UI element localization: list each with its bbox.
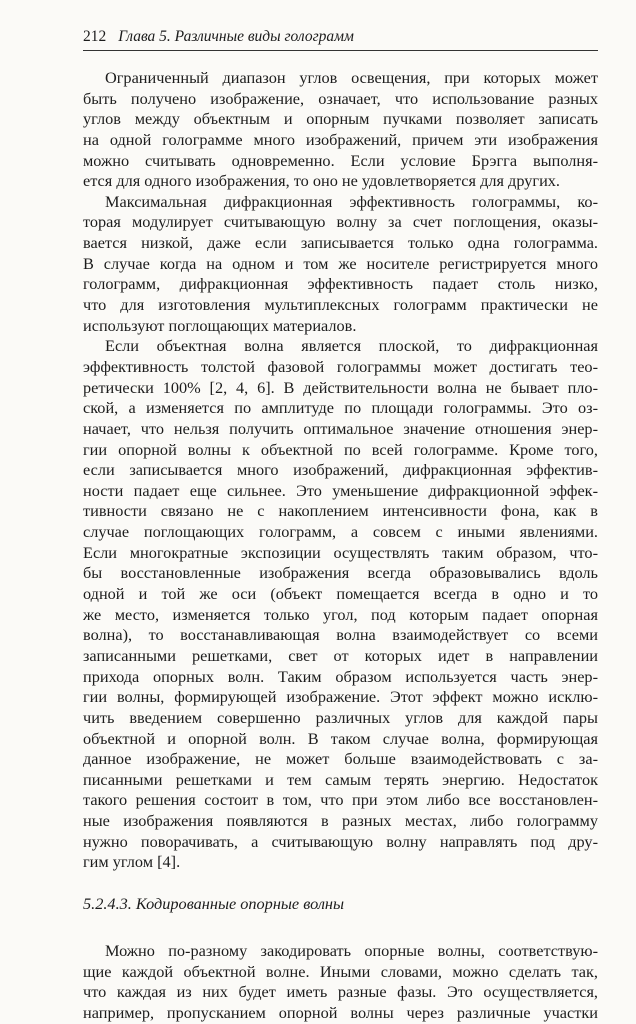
text-line: если записывается много изображений, дифракционная эффектив- xyxy=(83,460,598,480)
paragraph-1 xyxy=(83,68,598,192)
text-line: данное изображение, не может больше взаимодействовать с за- xyxy=(83,749,598,769)
text-line: щие каждой объектной волне. Иными словами, можно сделать так, xyxy=(83,961,598,981)
text-line: же место, изменяется только угол, под которым падает опорная xyxy=(83,604,598,624)
paragraph-4 xyxy=(83,941,598,1024)
text-line: углов между объектным и опорным пучками позволяет записать xyxy=(83,109,598,129)
running-title: Глава 5. Различные виды голограмм xyxy=(118,28,354,45)
text-line: Ограниченный диапазон углов освещения, при которых может xyxy=(105,68,598,87)
text-line: тивности связано не с накоплением интенсивности фона, как в xyxy=(83,501,598,521)
text-line: нужно поворачивать, а считывающую волну направлять под дру- xyxy=(83,831,598,851)
text-line: ные изображения появляются в разных местах, либо голограмму xyxy=(83,811,598,831)
text-line: ется для одного изображения, то оно не удовлетворяется для других. xyxy=(83,171,560,191)
text-line: что для изготовления мультиплексных голограмм практически не xyxy=(83,295,598,315)
text-line: на одной голограмме много изображений, причем эти изображения xyxy=(83,129,598,149)
book-page xyxy=(83,28,598,1024)
text-line: например, пропусканием опорной волны через различные участки xyxy=(83,1002,598,1022)
text-line: случае поглощающих голограмм, а совсем с иными явлениями. xyxy=(83,522,598,542)
text-line: одной и той же оси (объект помещается всегда в одно и то xyxy=(83,584,598,604)
header-rule xyxy=(83,50,598,51)
text-line: Если объектная волна является плоской, то дифракционная xyxy=(105,336,598,356)
text-line: быть получено изображение, означает, что использование разных xyxy=(83,88,598,108)
text-line: торая модулирует считывающую волну за счет поглощения, оказы- xyxy=(83,212,598,232)
text-line: можно считывать одновременно. Если условие Брэгга выполня- xyxy=(83,150,598,170)
text-line: вается низкой, даже если записывается только одна голограмма. xyxy=(83,233,598,253)
text-line: Можно по-разному закодировать опорные волны, соответствую- xyxy=(105,940,598,960)
body-text xyxy=(83,68,598,1024)
text-line: прихода опорных волн. Таким образом используется часть энер- xyxy=(83,666,598,686)
text-line: чить введением совершенно различных углов для каждой пары xyxy=(83,707,598,727)
text-line: волна), то восстанавливающая волна взаимодействует со всеми xyxy=(83,625,598,645)
text-line: такого решения состоит в том, что при этом либо все восстановлен- xyxy=(83,790,598,810)
text-line: ности падает еще сильнее. Это уменьшение дифракционной эффек- xyxy=(83,480,598,500)
running-header xyxy=(83,28,598,54)
page-number: 212 xyxy=(83,28,107,45)
text-line: записанными решетками, свет от которых идет в направлении xyxy=(83,645,598,665)
paragraph-3 xyxy=(83,336,598,873)
text-line: что каждая из них будет иметь разные фазы. Это осуществляется, xyxy=(83,982,598,1002)
text-line: начает, что нельзя получить оптимальное значение отношения энер- xyxy=(83,418,598,438)
text-line: используют поглощающих материалов. xyxy=(83,315,357,335)
text-line: голограмм, дифракционная эффективность падает столь низко, xyxy=(83,274,598,294)
text-line: бы восстановленные изображения всегда образовывались вдоль xyxy=(83,563,598,583)
section-heading: 5.2.4.3. Кодированные опорные волны xyxy=(83,893,345,913)
text-line: гии волны, формирующей изображение. Этот эффект можно исклю- xyxy=(83,687,598,707)
paragraph-2 xyxy=(83,192,598,336)
text-line: писанными решетками и тем самым терять энергию. Недостаток xyxy=(83,769,598,789)
text-line: гии опорной волны к объектной по всей голограмме. Кроме того, xyxy=(83,439,598,459)
text-line: ретически 100% [2, 4, 6]. В действительности волна не бывает пло- xyxy=(83,377,598,397)
text-line: Максимальная дифракционная эффективность голограммы, ко- xyxy=(105,191,598,211)
text-line: В случае когда на одном и том же носителе регистрируется много xyxy=(83,253,598,273)
text-line: ской, а изменяется по амплитуде по площади голограммы. Это оз- xyxy=(83,398,598,418)
text-line: эффективность толстой фазовой голограммы может достигать тео- xyxy=(83,356,598,376)
text-line: гим углом [4]. xyxy=(83,852,181,872)
text-line: объектной и опорной волн. В таком случае волна, формирующая xyxy=(83,728,598,748)
text-line: Если многократные экспозиции осуществлять таким образом, что- xyxy=(83,542,598,562)
